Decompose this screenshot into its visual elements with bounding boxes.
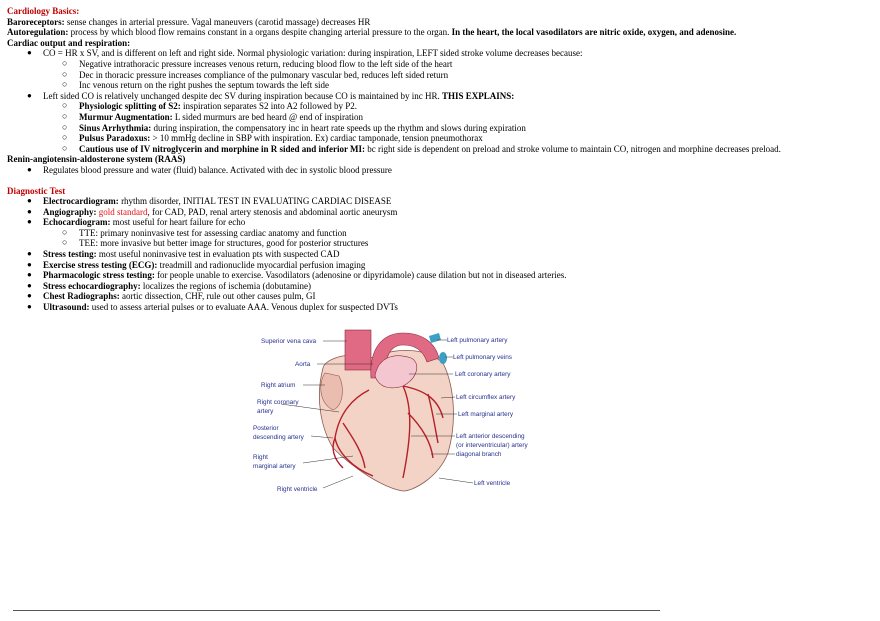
item-text: aortic dissection, CHF, rule out other causes pulm, GI	[119, 291, 316, 302]
raas-heading	[7, 154, 873, 165]
bullet-icon: ●	[27, 90, 32, 100]
section-title-diagnostic: Diagnostic Test	[7, 185, 66, 196]
list-item	[7, 217, 873, 228]
term: Autoregulation:	[7, 27, 69, 38]
term: Cautious use of IV nitroglycerin and morphine in R sided and inferior MI:	[79, 143, 366, 154]
list-item	[7, 91, 873, 102]
term: Electrocardiogram:	[43, 196, 119, 207]
leader-lv	[439, 478, 473, 483]
definition: sense changes in arterial pressure. Vagal maneuvers (carotid massage) decreases HR	[64, 16, 371, 27]
circle-bullet-icon: ○	[62, 121, 68, 132]
item-text: for people unable to exercise. Vasodilators (adenosine or dipyridamole) cause dilation but not in diseased arteries.	[154, 270, 567, 281]
circle-bullet-icon: ○	[62, 68, 68, 79]
heading-text: Renin-angiotensin-aldosterone system (RAAS)	[7, 154, 186, 165]
baroreceptors-line	[7, 17, 873, 28]
item-text: L sided murmurs are bed heard @ end of inspiration	[172, 111, 363, 122]
cardiac-output-list	[7, 48, 873, 154]
bold-tail: In the heart, the local vasodilators are nitric oxide, oxygen, and adenosine.	[451, 27, 737, 38]
list-item	[7, 101, 873, 112]
list-item	[7, 133, 873, 144]
item-text: Dec in thoracic pressure increases compliance of the pulmonary vascular bed, reduces left sided return	[79, 69, 449, 80]
item-text: Left sided CO is relatively unchanged despite dec SV during inspiration because CO is maintained by inc HR.	[43, 90, 442, 101]
label-right-atrium: Right atrium	[261, 382, 296, 389]
term: Echocardiogram:	[43, 217, 111, 228]
term: Exercise stress testing (ECG):	[43, 259, 158, 270]
label-right-marginal-1: Right	[253, 454, 268, 461]
circle-bullet-icon: ○	[62, 237, 68, 248]
list-item	[7, 59, 873, 70]
term: Baroreceptors:	[7, 16, 65, 27]
list-item	[7, 238, 873, 249]
term: Physiologic splitting of S2:	[79, 101, 181, 112]
bullet-icon: ●	[27, 291, 32, 301]
list-item	[7, 281, 873, 292]
leader-rv	[323, 476, 353, 488]
label-aorta: Aorta	[295, 361, 311, 368]
item-text: treadmill and radionuclide myocardial perfusion imaging	[157, 259, 366, 270]
item-text: most useful for heart failure for echo	[110, 217, 246, 228]
list-item	[7, 291, 873, 302]
highlight-text: gold standard	[96, 206, 148, 217]
item-text: used to assess arterial pulses or to evaluate AAA. Venous duplex for suspected DVTs	[89, 302, 398, 313]
label-lad-2: (or interventricular) artery	[456, 442, 528, 449]
item-text: inspiration separates S2 into A2 followed by P2.	[180, 101, 357, 112]
list-item	[7, 302, 873, 313]
list-item	[7, 80, 873, 91]
heading-text: Cardiac output and respiration:	[7, 37, 131, 48]
term: Stress echocardiography:	[43, 280, 141, 291]
item-text: CO = HR x SV, and is different on left and right side. Normal physiologic variation: during inspiration, LEFT sided stroke volume decreases because:	[43, 48, 583, 59]
list-item	[7, 48, 873, 59]
label-left-pulmonary-veins: Left pulmonary veins	[453, 354, 512, 361]
item-text: > 10 mmHg decline in SBP with inspiration. Ex) cardiac tamponade, tension pneumothorax	[150, 133, 483, 144]
label-diagonal-branch: diagonal branch	[456, 451, 502, 458]
bullet-icon: ●	[27, 196, 32, 206]
list-item	[7, 270, 873, 281]
item-bold: THIS EXPLAINS:	[442, 90, 515, 101]
label-left-marginal-artery: Left marginal artery	[458, 411, 514, 418]
autoregulation-line	[7, 27, 873, 38]
term: Chest Radiographs:	[43, 291, 120, 302]
list-item	[7, 196, 873, 207]
term: Sinus Arrhythmia:	[79, 122, 152, 133]
left-pulmonary-veins-shape	[439, 352, 447, 364]
bullet-icon: ●	[27, 164, 32, 174]
list-item	[7, 112, 873, 123]
label-left-circumflex-artery: Left circumflex artery	[456, 394, 516, 401]
item-text: bc right side is dependent on preload and stroke volume to maintain CO, nitrogen and morphine decreases preload.	[365, 143, 781, 154]
item-text: localizes the regions of ischemia (dobutamine)	[140, 280, 312, 291]
bullet-icon: ●	[27, 302, 32, 312]
bullet-icon: ●	[27, 249, 32, 259]
heart-anatomy-diagram	[253, 328, 553, 498]
list-item	[7, 260, 873, 271]
footer-divider	[13, 610, 660, 611]
list-item	[7, 228, 873, 239]
circle-bullet-icon: ○	[62, 132, 68, 143]
list-item	[7, 70, 873, 81]
item-text: , for CAD, PAD, renal artery stenosis and abdominal aortic aneurysm	[147, 206, 398, 217]
bullet-icon: ●	[27, 259, 32, 269]
term: Pharmacologic stress testing:	[43, 270, 155, 281]
left-pulmonary-artery-shape	[429, 333, 441, 343]
term: Angiography:	[43, 206, 97, 217]
circle-bullet-icon: ○	[62, 57, 68, 68]
term: Murmur Augmentation:	[79, 111, 173, 122]
item-text: rhythm disorder, INITIAL TEST IN EVALUATING CARDIAC DISEASE	[118, 196, 392, 207]
item-text: Regulates blood pressure and water (fluid) balance. Activated with dec in systolic blood pressure	[43, 164, 392, 175]
definition: process by which blood flow remains constant in a organs despite changing arterial pressure to the organ.	[68, 27, 452, 38]
bullet-icon: ●	[27, 280, 32, 290]
circle-bullet-icon: ○	[62, 110, 68, 121]
diagnostic-list	[7, 196, 873, 313]
raas-list	[7, 165, 873, 176]
list-item	[7, 207, 873, 218]
list-item	[7, 123, 873, 134]
item-text: TTE: primary noninvasive test for assessing cardiac anatomy and function	[79, 227, 347, 238]
circle-bullet-icon: ○	[62, 226, 68, 237]
label-right-marginal-2: marginal artery	[253, 463, 296, 470]
circle-bullet-icon: ○	[62, 79, 68, 90]
item-text: Inc venous return on the right pushes the septum towards the left side	[79, 80, 329, 91]
bullet-icon: ●	[27, 48, 32, 58]
bullet-icon: ●	[27, 206, 32, 216]
section-title-cardiology: Cardiology Basics:	[7, 6, 80, 16]
circle-bullet-icon: ○	[62, 142, 68, 153]
circle-bullet-icon: ○	[62, 100, 68, 111]
item-text: TEE: more invasive but better image for structures, good for posterior structures	[79, 238, 369, 249]
label-left-pulmonary-artery: Left pulmonary artery	[447, 337, 508, 344]
label-right-ventricle: Right ventricle	[277, 486, 318, 493]
list-item	[7, 165, 873, 176]
label-left-ventricle: Left ventricle	[474, 480, 511, 487]
bullet-icon: ●	[27, 217, 32, 227]
term: Ultrasound:	[43, 302, 90, 313]
label-left-coronary-artery: Left coronary artery	[455, 371, 511, 378]
term: Pulsus Paradoxus:	[79, 133, 151, 144]
label-posterior-descending-1: Posterior	[253, 425, 279, 432]
list-item	[7, 249, 873, 260]
item-text: during inspiration, the compensatory inc in heart rate speeds up the rhythm and slows during expiration	[151, 122, 526, 133]
document-page	[7, 6, 873, 313]
label-right-coronary-artery-2: artery	[257, 408, 274, 415]
term: Stress testing:	[43, 249, 97, 260]
label-right-coronary-artery-1: Right coronary	[257, 399, 299, 406]
bullet-icon: ●	[27, 270, 32, 280]
label-superior-vena-cava: Superior vena cava	[261, 338, 317, 345]
cardiac-output-heading	[7, 38, 873, 49]
item-text: most useful noninvasive test in evaluation pts with suspected CAD	[96, 249, 340, 260]
list-item	[7, 144, 873, 155]
item-text: Negative intrathoracic pressure increases venous return, reducing blood flow to the left side of the heart	[79, 58, 453, 69]
label-posterior-descending-2: descending artery	[253, 434, 304, 441]
label-lad-1: Left anterior descending	[456, 433, 525, 440]
